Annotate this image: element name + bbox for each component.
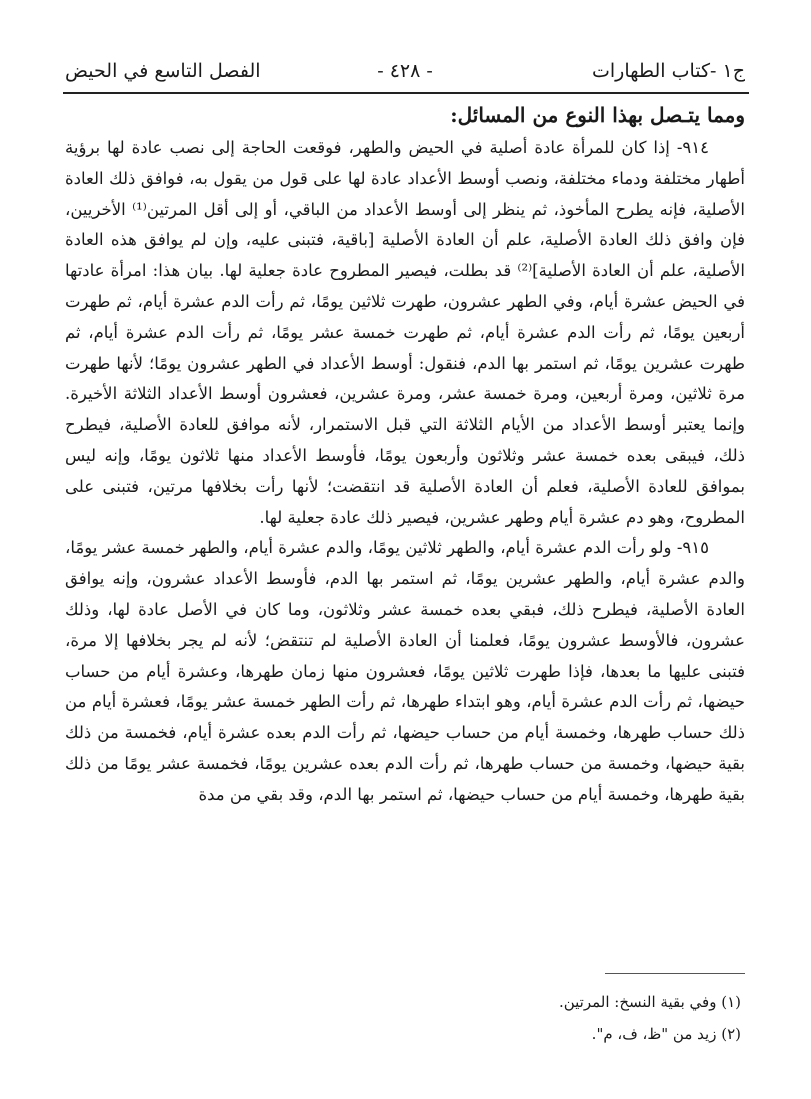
body-text bbox=[65, 133, 745, 811]
paragraph-915: ٩١٥- ولو رأت الدم عشرة أيام، والطهر ثلاثين يومًا، والدم عشرة أيام، والطهر خمسة عشر يومًا، والدم عشرة أيام، والطهر عشرين يومًا، ثم استمر بها الدم، فأوسط الأعداد عشرون، وإنه يوافق العادة الأصلية، فيطرح ذلك، فبقي بعده خمسة عشر وثلاثون، وما كان في الأصل عادة لها، وذلك عشرون، فالأوسط عشرون يومًا، فعلمنا أن العادة الأصلية لم تنتقض؛ لأنه لم يجر بخلافها إلا مرة، فتبنى عليها ما بعدها، فإذا طهرت ثلاثين يومًا، فعشرون منها زمان طهرها، وعشرة أيام من حساب حيضها، ثم رأت الدم عشرة أيام، وهو ابتداء طهرها، ثم رأت الطهر خمسة عشر يومًا، فعشرة أيام من ذلك حساب طهرها، وخمسة أيام من حساب حيضها، ثم رأت الدم بعده عشرة أيام، فخمسة من ذلك بقية حيضها، وخمسة من حساب طهرها، ثم رأت الدم بعده عشرين يومًا، فخمسة عشر يومًا من ذلك بقية طهرها، وخمسة أيام من حساب حيضها، ثم استمر بها الدم، وقد بقي من مدة bbox=[65, 538, 745, 804]
running-header bbox=[65, 50, 745, 90]
footnote-1: (١) وفي بقية النسخ: المرتين. bbox=[558, 993, 741, 1011]
footnote-2: (٢) زيد من "ظ، ف، م". bbox=[591, 1025, 741, 1043]
header-book-title: ج١ -كتاب الطهارات bbox=[592, 60, 745, 82]
header-divider bbox=[63, 92, 749, 94]
header-chapter-title: الفصل التاسع في الحيض bbox=[65, 60, 261, 82]
footnote-divider bbox=[605, 973, 745, 974]
header-page-number: - ٤٢٨ - bbox=[377, 60, 433, 82]
footnotes bbox=[141, 986, 741, 1050]
section-heading: ومما يتـصل بهذا النوع من المسائل: bbox=[450, 103, 745, 127]
paragraph-914: ٩١٤- إذا كان للمرأة عادة أصلية في الحيض والطهر، فوقعت الحاجة إلى نصب عادة لها برؤية أطهار مختلفة ودماء مختلفة، ونصب أوسط الأعداد عادة لها على قول من يقول به، فوافق ذلك العادة الأصلية، فإنه يطرح المأخوذ، ثم ينظر إلى أوسط الأعداد من الباقي، أو إلى أقل المرتين⁽¹⁾ الأخريين، فإن وافق ذلك العادة الأصلية، علم أن العادة الأصلية [باقية، فتبنى عليه، وإن لم يوافق هذه العادة الأصلية، علم أن العادة الأصلية]⁽²⁾ قد بطلت، فيصير المطروح عادة جعلية لها. بيان هذا: امرأة عادتها في الحيض عشرة أيام، وفي الطهر عشرون، طهرت ثلاثين يومًا، ثم رأت الدم عشرة أيام، ثم طهرت أربعين يومًا، ثم رأت الدم عشرة أيام، ثم طهرت خمسة عشر يومًا، ثم رأت الدم عشرة أيام، ثم طهرت عشرين يومًا، ثم استمر بها الدم، فنقول: أوسط الأعداد في الطهر عشرون يومًا؛ لأنها طهرت مرة ثلاثين، ومرة أربعين، ومرة خمسة عشر، ومرة عشرين، فعشرون أوسط الأعداد الثلاثة الأخيرة. وإنما يعتبر أوسط الأعداد من الأيام الثلاثة التي قبل الاستمرار، لأنه موافق للعادة الأصلية، فيطرح ذلك، فيبقى بعده خمسة عشر وثلاثون وأربعون يومًا، فأوسط الأعداد منها ثلاثون يومًا، وإنه ليس بموافق للعادة الأصلية، فعلم أن العادة الأصلية قد انتقضت؛ لأنها رأت بخلافها مرتين، فتبنى على المطروح، وهو دم عشرة أيام وطهر عشرين، فيصير ذلك عادة جعلية لها. bbox=[65, 138, 746, 527]
